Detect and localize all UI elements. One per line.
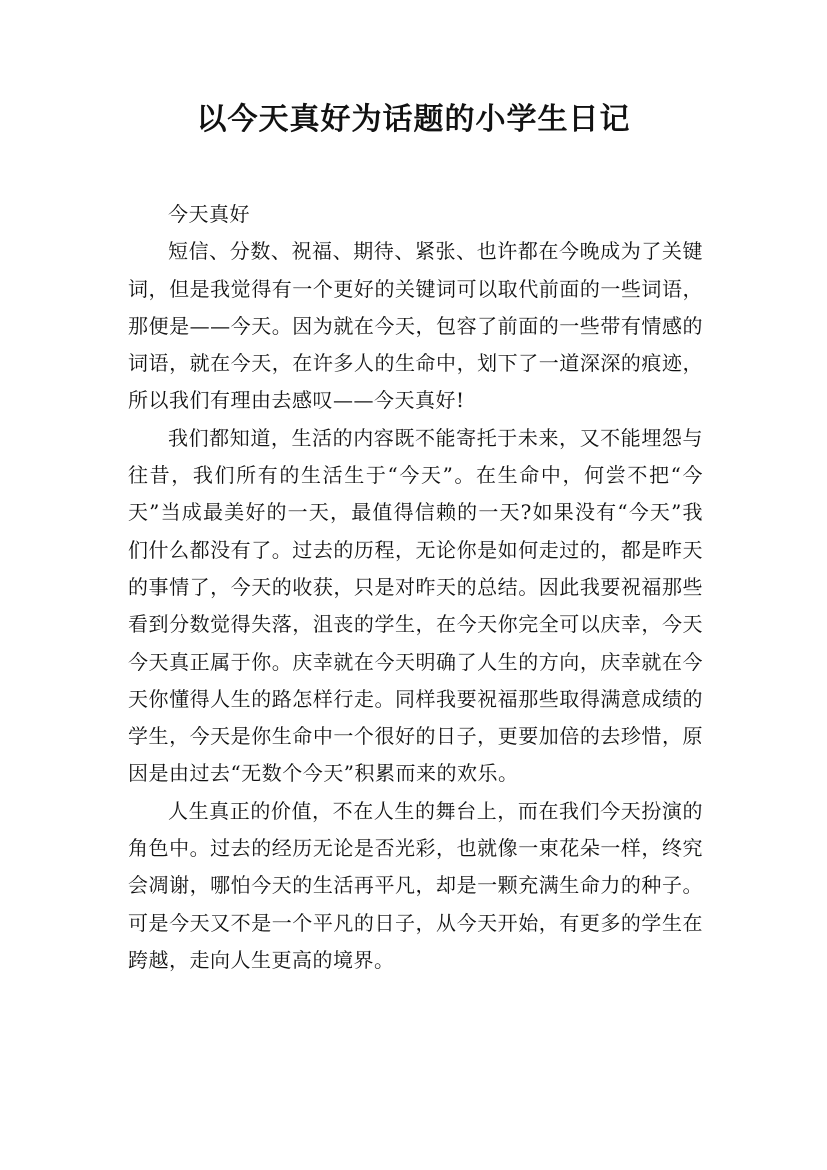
paragraph-1: 短信、分数、祝福、期待、紧张、也许都在今晚成为了关键词，但是我觉得有一个更好的关键词可以取代前面的一些词语，那便是——今天。因为就在今天，包容了前面的一些带有情感的词语，就在今天，在许多人的生命中，划下了一道深深的痕迹，所以我们有理由去感叹——今天真好!	[128, 239, 703, 413]
paragraph-3: 人生真正的价值，不在人生的舞台上，而在我们今天扮演的角色中。过去的经历无论是否光彩，也就像一束花朵一样，终究会凋谢，哪怕今天的生活再平凡，却是一颗充满生命力的种子。可是今天又不是一个平凡的日子，从今天开始，有更多的学生在跨越，走向人生更高的境界。	[128, 798, 703, 972]
document-title: 以今天真好为话题的小学生日记	[196, 102, 631, 137]
document-body	[128, 196, 703, 979]
document-subtitle: 今天真好	[168, 202, 250, 226]
paragraph-2: 我们都知道，生活的内容既不能寄托于未来，又不能埋怨与往昔，我们所有的生活生于“今天”。在生命中，何尝不把“今天”当成最美好的一天，最值得信赖的一天?如果没有“今天”我们什么都没有了。过去的历程，无论你是如何走过的，都是昨天的事情了，今天的收获，只是对昨天的总结。因此我要祝福那些看到分数觉得失落，沮丧的学生，在今天你完全可以庆幸，今天今天真正属于你。庆幸就在今天明确了人生的方向，庆幸就在今天你懂得人生的路怎样行走。同样我要祝福那些取得满意成绩的学生，今天是你生命中一个很好的日子，更要加倍的去珍惜，原因是由过去“无数个今天”积累而来的欢乐。	[128, 425, 703, 786]
